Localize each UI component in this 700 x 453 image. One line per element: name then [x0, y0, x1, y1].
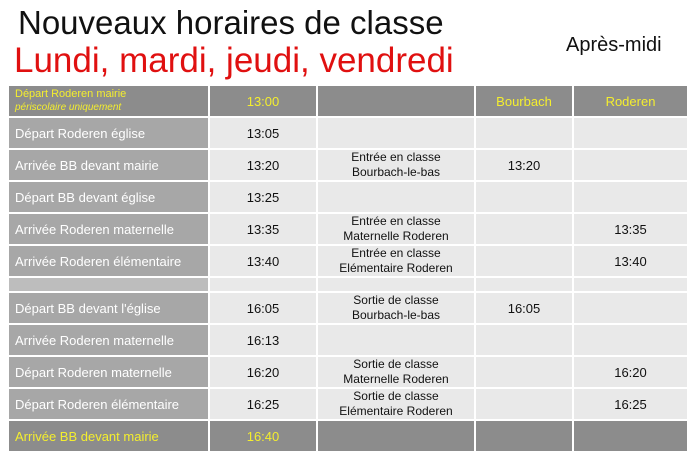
row-roderen	[573, 149, 688, 181]
row-event: Entrée en classe Maternelle Roderen	[317, 213, 475, 245]
row-time: 13:20	[209, 149, 317, 181]
table-row	[8, 356, 688, 388]
row-bourbach	[475, 356, 573, 388]
table-row	[8, 213, 688, 245]
row-label: Départ Roderen élémentaire	[8, 388, 209, 420]
table-row	[8, 388, 688, 420]
period-label: Après-midi	[566, 34, 662, 56]
row-label: Départ Roderen maternelle	[8, 356, 209, 388]
row-time: 16:05	[209, 292, 317, 324]
row-event: Sortie de classe Bourbach-le-bas	[317, 292, 475, 324]
row-bourbach	[475, 324, 573, 356]
row-label: Arrivée Roderen maternelle	[8, 324, 209, 356]
table-row	[8, 292, 688, 324]
row-label: Arrivée Roderen élémentaire	[8, 245, 209, 277]
row-time: 16:20	[209, 356, 317, 388]
row-bourbach	[475, 245, 573, 277]
row-time: 13:05	[209, 117, 317, 149]
row-event: Sortie de classe Maternelle Roderen	[317, 356, 475, 388]
row-event: Entrée en classe Bourbach-le-bas	[317, 149, 475, 181]
row-roderen: 13:35	[573, 213, 688, 245]
row-time: 13:25	[209, 181, 317, 213]
row-label: Départ BB devant l'église	[8, 292, 209, 324]
schedule-table	[7, 84, 689, 453]
header-departure-cell	[8, 85, 209, 117]
table-row	[8, 117, 688, 149]
row-bourbach	[475, 388, 573, 420]
row-label: Départ BB devant église	[8, 181, 209, 213]
table-row	[8, 149, 688, 181]
row-roderen	[573, 181, 688, 213]
footer-label: Arrivée BB devant mairie	[8, 420, 209, 452]
row-bourbach	[475, 213, 573, 245]
title-line1: Nouveaux horaires de classe	[18, 4, 444, 41]
title-line2: Lundi, mardi, jeudi, vendredi	[14, 41, 454, 80]
row-time: 13:40	[209, 245, 317, 277]
header-time: 13:00	[209, 85, 317, 117]
row-bourbach	[475, 117, 573, 149]
row-bourbach: 13:20	[475, 149, 573, 181]
row-label: Arrivée Roderen maternelle	[8, 213, 209, 245]
row-bourbach: 16:05	[475, 292, 573, 324]
row-time: 16:25	[209, 388, 317, 420]
header-bourbach: Bourbach	[475, 85, 573, 117]
row-label: Arrivée BB devant mairie	[8, 149, 209, 181]
row-event	[317, 324, 475, 356]
row-roderen	[573, 292, 688, 324]
row-roderen: 13:40	[573, 245, 688, 277]
row-roderen: 16:25	[573, 388, 688, 420]
table-row	[8, 245, 688, 277]
row-time: 13:35	[209, 213, 317, 245]
row-roderen	[573, 117, 688, 149]
header-roderen: Roderen	[573, 85, 688, 117]
row-roderen	[573, 324, 688, 356]
row-event	[317, 181, 475, 213]
footer-time: 16:40	[209, 420, 317, 452]
table-header-row	[8, 85, 688, 117]
row-roderen: 16:20	[573, 356, 688, 388]
row-time: 16:13	[209, 324, 317, 356]
table-row	[8, 181, 688, 213]
spacer-row	[8, 277, 688, 292]
row-event: Entrée en classe Elémentaire Roderen	[317, 245, 475, 277]
row-bourbach	[475, 181, 573, 213]
row-event	[317, 117, 475, 149]
table-row	[8, 324, 688, 356]
header-departure-label: Départ Roderen mairie	[15, 88, 127, 100]
row-event: Sortie de classe Elémentaire Roderen	[317, 388, 475, 420]
table-footer-row	[8, 420, 688, 452]
header-departure-note: périscolaire uniquement	[15, 102, 122, 113]
row-label: Départ Roderen église	[8, 117, 209, 149]
header-event	[317, 85, 475, 117]
